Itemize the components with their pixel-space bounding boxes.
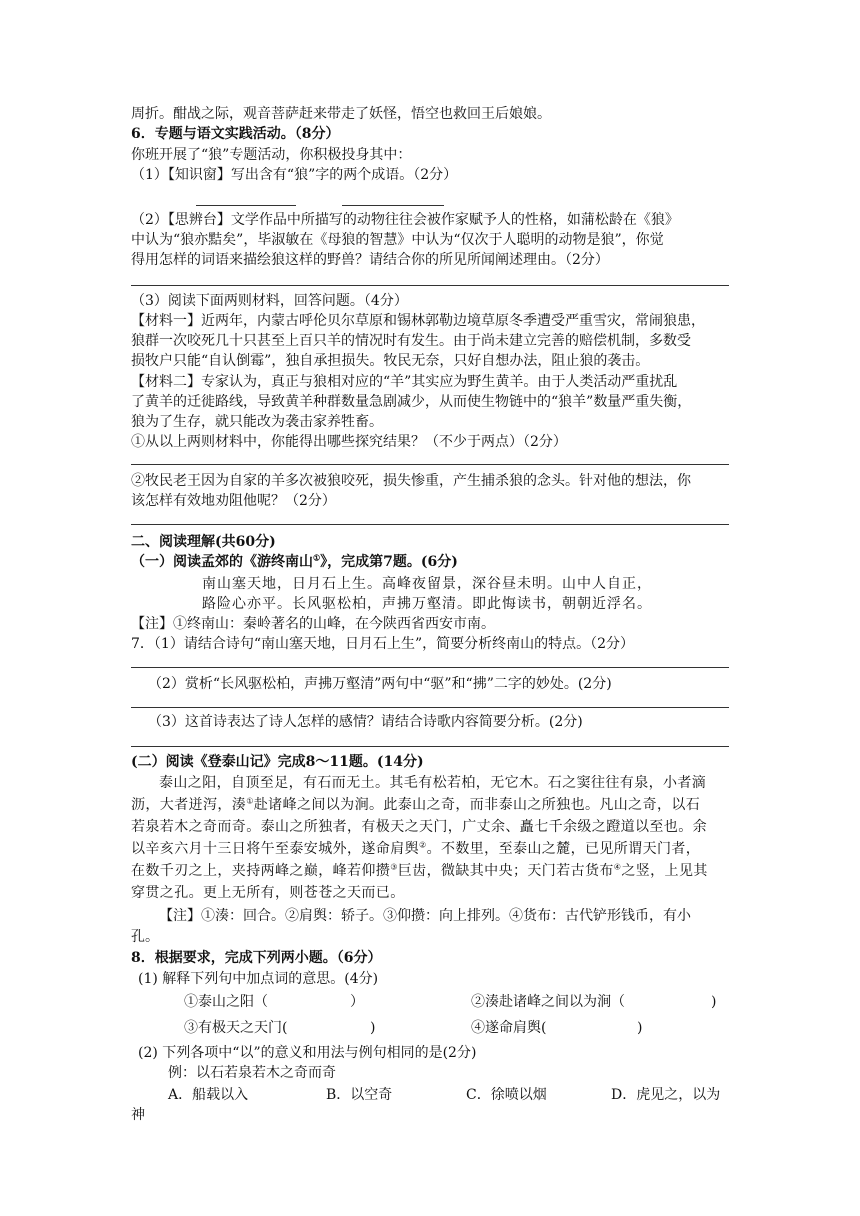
sub-question-2-line2: 该怎样有效地劝阻他呢？（2分） (131, 493, 336, 509)
answer-line[interactable] (131, 707, 729, 708)
poem-note: 【注】①终南山：秦岭著名的山峰，在今陕西省西安市南。 (131, 616, 495, 632)
answer-line[interactable] (131, 524, 729, 525)
question-8-title: 8．根据要求，完成下列两小题。（6分） (131, 950, 382, 966)
answer-line-idiom-2[interactable] (342, 205, 444, 206)
question-6-title: 6．专题与语文实践活动。（8分） (131, 126, 340, 142)
option-b[interactable]: B．以空奇 (326, 1087, 393, 1103)
blank-item-3-close: ) (370, 1020, 376, 1036)
blank-item-2: ②湊赴诸峰之间以为涧（ (471, 994, 625, 1010)
question-6-intro: 你班开展了“狼”专题活动，你积极投身其中： (131, 147, 412, 163)
sub-question-2-line1: ②牧民老王因为自家的羊多次被狼咬死，损失惨重，产生捕杀狼的念头。针对他的想法，你 (131, 473, 691, 489)
question-8-2-example: 例：以石若泉若木之奇而奇 (168, 1065, 336, 1081)
passage-1-title: （一）阅读孟郊的《游终南山①》，完成第7题。(6分) (131, 552, 458, 570)
passage-2-note-line2: 孔。 (131, 929, 159, 945)
question-6-3: （3）阅读下面两则材料，回答问题。（4分） (131, 293, 408, 309)
question-8-1: (1) 解释下列句中加点词的意思。(4分) (138, 971, 379, 987)
passage-2-line6: 穿贯之孔。更上无所有，则苍苍之天而已。 (131, 885, 405, 901)
sub-question-1: ①从以上两则材料中，你能得出哪些探究结果？（不少于两点）（2分） (131, 434, 567, 450)
option-d-continued: 神 (131, 1107, 145, 1123)
option-c[interactable]: C．徐喷以烟 (466, 1087, 547, 1103)
answer-line[interactable] (131, 667, 729, 668)
blank-item-1: ①泰山之阳（ (184, 994, 268, 1010)
answer-line-idiom-1[interactable] (196, 205, 296, 206)
question-7-3: （3）这首诗表达了诗人怎样的感情？请结合诗歌内容简要分析。(2分) (148, 714, 583, 730)
poem-line-2: 路险心亦平。长风驱松柏，声拂万壑清。即此悔读书，朝朝近浮名。 (202, 596, 652, 612)
question-6-1: （1）【知识窗】写出含有“狼”字的两个成语。（2分） (131, 167, 458, 183)
material-2-line2: 了黄羊的迁徙路线，导致黄羊种群数量急剧减少，从而使生物链中的“狼羊”数量严重失衡， (131, 394, 692, 410)
question-6-2-line3: 得用怎样的词语来描绘狼这样的野兽？请结合你的所见所闻阐述理由。（2分） (131, 252, 609, 268)
material-2-line1: 【材料二】专家认为，真正与狼相对应的“羊”其实应为野生黄羊。由于人类活动严重扰乱 (131, 374, 678, 390)
blank-item-1-close: ） (350, 994, 364, 1010)
question-6-2-line2: 中认为“狼亦黠矣”，毕淑敏在《母狼的智慧》中认为“仅次于人聪明的动物是狼”，你觉 (131, 232, 664, 248)
blank-item-2-close: ) (711, 994, 717, 1010)
passage-2-line3: 若泉若木之奇而奇。泰山之所独者，有极天之天门，广丈余、矗七千余级之蹬道以至也。余 (131, 819, 707, 835)
question-6-2-line1: （2）【思辨台】文学作品中所描写的动物往往会被作家赋予人的性格，如蒲松龄在《狼》 (131, 212, 679, 228)
passage-2-line1: 泰山之阳，自顶至足，有石而无土。其毛有松若柏，无它木。石之窦往往有泉，小者滴 (159, 775, 707, 791)
question-7-2: （2）赏析“长风驱松柏，声拂万壑清”两句中“驱”和“拂”二字的妙处。(2分) (148, 676, 612, 692)
material-1-line3: 损牧户只能“自认倒霉”，独自承担损失。牧民无奈，只好自想办法，阻止狼的袭击。 (131, 353, 650, 369)
option-a[interactable]: A．船载以入 (168, 1087, 249, 1103)
option-d[interactable]: D．虎见之，以为 (611, 1087, 721, 1103)
question-8-2: (2) 下列各项中“以”的意义和用法与例句相同的是(2分) (138, 1045, 477, 1061)
blank-item-4: ④遂命肩舆( (471, 1020, 547, 1036)
material-2-line3: 狼为了生存，就只能改为袭击家养牲畜。 (131, 414, 383, 430)
passage-2-line2: 沥，大者迸泻，湊①赴诸峰之间以为涧。此泰山之奇，而非泰山之所独也。凡山之奇，以石 (131, 796, 701, 813)
blank-item-3: ③有极天之天门( (184, 1020, 288, 1036)
material-1-line1: 【材料一】近两年，内蒙古呼伦贝尔草原和锡林郭勒边境草原冬季遭受严重雪灾，常闹狼患， (131, 313, 705, 329)
poem-line-1: 南山塞天地，日月石上生。高峰夜留景，深谷昼未明。山中人自正， (202, 576, 652, 592)
material-1-line2: 狼群一次咬死几十只甚至上百只羊的情况时有发生。由于尚未建立完善的赔偿机制，多数受 (131, 333, 691, 349)
answer-line[interactable] (131, 746, 729, 747)
answer-line[interactable] (131, 464, 729, 465)
passage-2-note-line1: 【注】①湊：回合。②肩舆：轿子。③仰攒：向上排列。④货布：古代铲形钱币，有小 (159, 908, 691, 924)
text-line: 周折。酣战之际，观音菩萨赶来带走了妖怪，悟空也救回王后娘娘。 (131, 106, 551, 122)
answer-line[interactable] (131, 285, 729, 286)
passage-2-title: (二）阅读《登泰山记》完成8～11题。(14分) (131, 754, 424, 770)
passage-2-line5: 在数千刃之上，夹持两峰之巅，峰若仰攒③巨齿，微缺其中央；天门若古货布④之竖，上见其 (131, 862, 708, 879)
question-7-1: 7．（1）请结合诗句“南山塞天地，日月石上生”，简要分析终南山的特点。（2分） (131, 636, 635, 652)
blank-item-4-close: ) (637, 1020, 643, 1036)
passage-2-line4: 以辛亥六月十三日将午至泰安城外，遂命肩舆②。不数里，至泰山之麓，已见所谓天门者， (131, 840, 701, 857)
section-2-title: 二、阅读理解(共60分) (131, 534, 276, 550)
